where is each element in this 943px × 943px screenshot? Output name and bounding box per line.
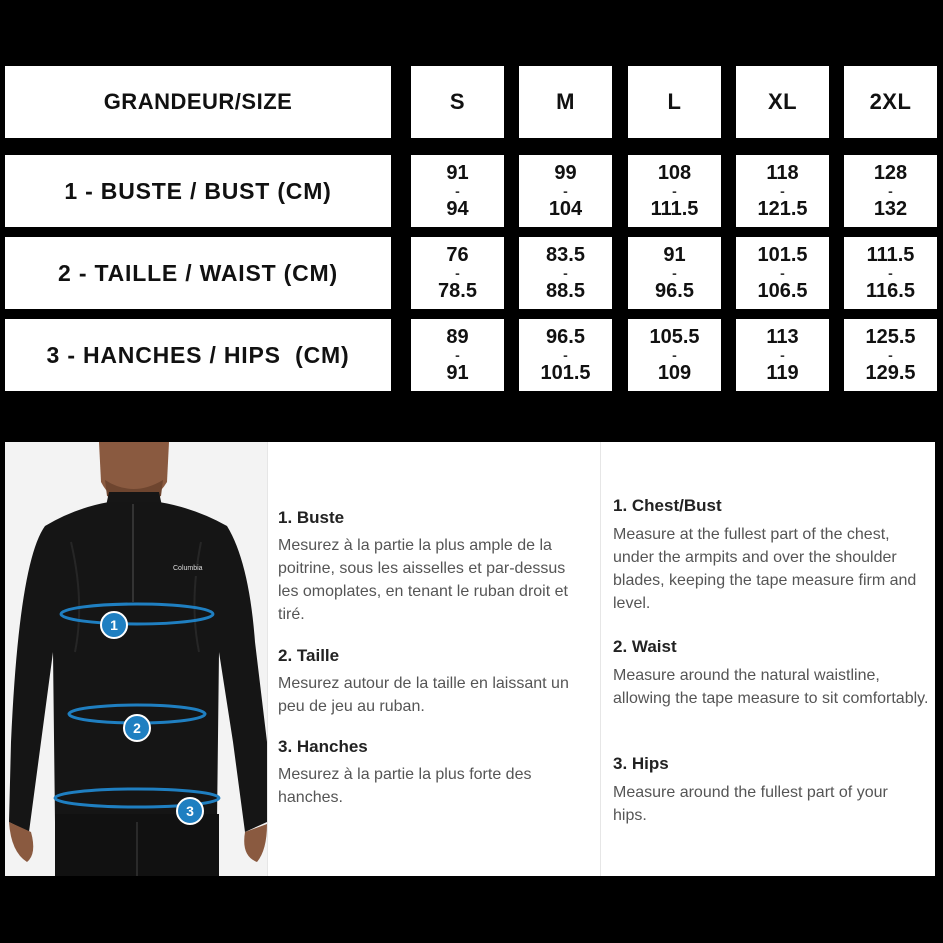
range-separator: - [888,183,893,199]
fr-bust-text: Mesurez à la partie la plus ample de la poitrine, sous les aisselles et par-dessus les omoplates, en tenant le ruban droit et tiré. [278,537,568,623]
range-min: 99 [554,162,577,184]
hips-cell-xl [736,319,829,391]
range-min: 125.5 [865,326,916,348]
french-instructions [267,442,601,876]
marker-3-icon [176,797,204,825]
range-separator: - [455,265,460,281]
marker-3-label: 3 [186,803,194,819]
row-label-hips: 3 - HANCHES / HIPS (CM) [5,319,391,391]
hips-cell-l [628,319,721,391]
range-separator: - [780,183,785,199]
model-illustration [5,442,267,876]
range-min: 91 [663,244,686,266]
range-min: 89 [446,326,469,348]
range-separator: - [888,265,893,281]
range-separator: - [672,265,677,281]
range-max: 119 [766,362,799,384]
range-separator: - [455,183,460,199]
size-header-s: S [411,66,504,138]
hips-cell-m [519,319,612,391]
range-separator: - [780,347,785,363]
size-header-m: M [519,66,612,138]
en-bust-text: Measure at the fullest part of the chest, under the armpits and over the shoulder blades, keeping the tape measure firm and level. [613,526,917,612]
bust-cell-m [519,155,612,227]
marker-2-icon [123,714,151,742]
fr-bust-title: 1. Buste [278,508,345,527]
range-max: 104 [548,198,583,220]
en-waist-title: 2. Waist [613,637,677,656]
range-max: 91 [446,362,469,384]
en-bust-title: 1. Chest/Bust [613,496,722,515]
bust-cell-l [628,155,721,227]
hips-cell-2xl [844,319,937,391]
measuring-guide [5,442,935,876]
range-min: 101.5 [757,244,808,266]
marker-2-label: 2 [133,720,141,736]
range-max: 109 [657,362,692,384]
range-max: 129.5 [865,362,916,384]
range-max: 111.5 [650,198,699,220]
range-separator: - [563,265,568,281]
hips-cell-s [411,319,504,391]
waist-cell-xl [736,237,829,309]
range-max: 116.5 [866,280,915,302]
brand-logo: Columbia [173,565,203,572]
range-separator: - [563,347,568,363]
range-separator: - [672,347,677,363]
size-header-xl: XL [736,66,829,138]
range-min: 113 [766,326,799,348]
fr-waist-text: Mesurez autour de la taille en laissant un peu de jeu au ruban. [278,675,569,715]
row-label-bust: 1 - BUSTE / BUST (CM) [5,155,391,227]
english-instructions [600,442,935,876]
range-max: 88.5 [546,280,585,302]
range-min: 91 [446,162,469,184]
range-min: 105.5 [649,326,700,348]
size-header-l: L [628,66,721,138]
range-max: 106.5 [757,280,808,302]
range-separator: - [888,347,893,363]
waist-cell-2xl [844,237,937,309]
range-max: 132 [873,198,908,220]
bust-cell-2xl [844,155,937,227]
fr-hips-title: 3. Hanches [278,737,368,756]
range-min: 83.5 [546,244,585,266]
waist-cell-l [628,237,721,309]
size-header-2xl: 2XL [844,66,937,138]
range-separator: - [672,183,677,199]
bust-cell-s [411,155,504,227]
waist-cell-s [411,237,504,309]
en-hips-text: Measure around the fullest part of your hips. [613,784,888,824]
waist-cell-m [519,237,612,309]
row-label-waist: 2 - TAILLE / WAIST (CM) [5,237,391,309]
model-photo [5,442,267,876]
bust-cell-xl [736,155,829,227]
en-hips-title: 3. Hips [613,754,669,773]
range-max: 96.5 [655,280,694,302]
range-max: 101.5 [540,362,591,384]
range-min: 96.5 [546,326,585,348]
fr-waist-title: 2. Taille [278,646,340,665]
range-separator: - [780,265,785,281]
marker-1-icon [100,611,128,639]
range-separator: - [563,183,568,199]
marker-1-label: 1 [110,617,118,633]
range-max: 94 [446,198,469,220]
en-waist-text: Measure around the natural waistline, allowing the tape measure to sit comfortably. [613,667,929,707]
range-max: 78.5 [438,280,477,302]
fr-hips-text: Mesurez à la partie la plus forte des hanches. [278,766,532,806]
range-max: 121.5 [757,198,808,220]
range-min: 111.5 [866,244,915,266]
range-min: 128 [873,162,908,184]
range-separator: - [455,347,460,363]
range-min: 108 [657,162,692,184]
size-header-label: GRANDEUR/SIZE [5,66,391,138]
range-min: 76 [446,244,469,266]
range-min: 118 [766,162,799,184]
